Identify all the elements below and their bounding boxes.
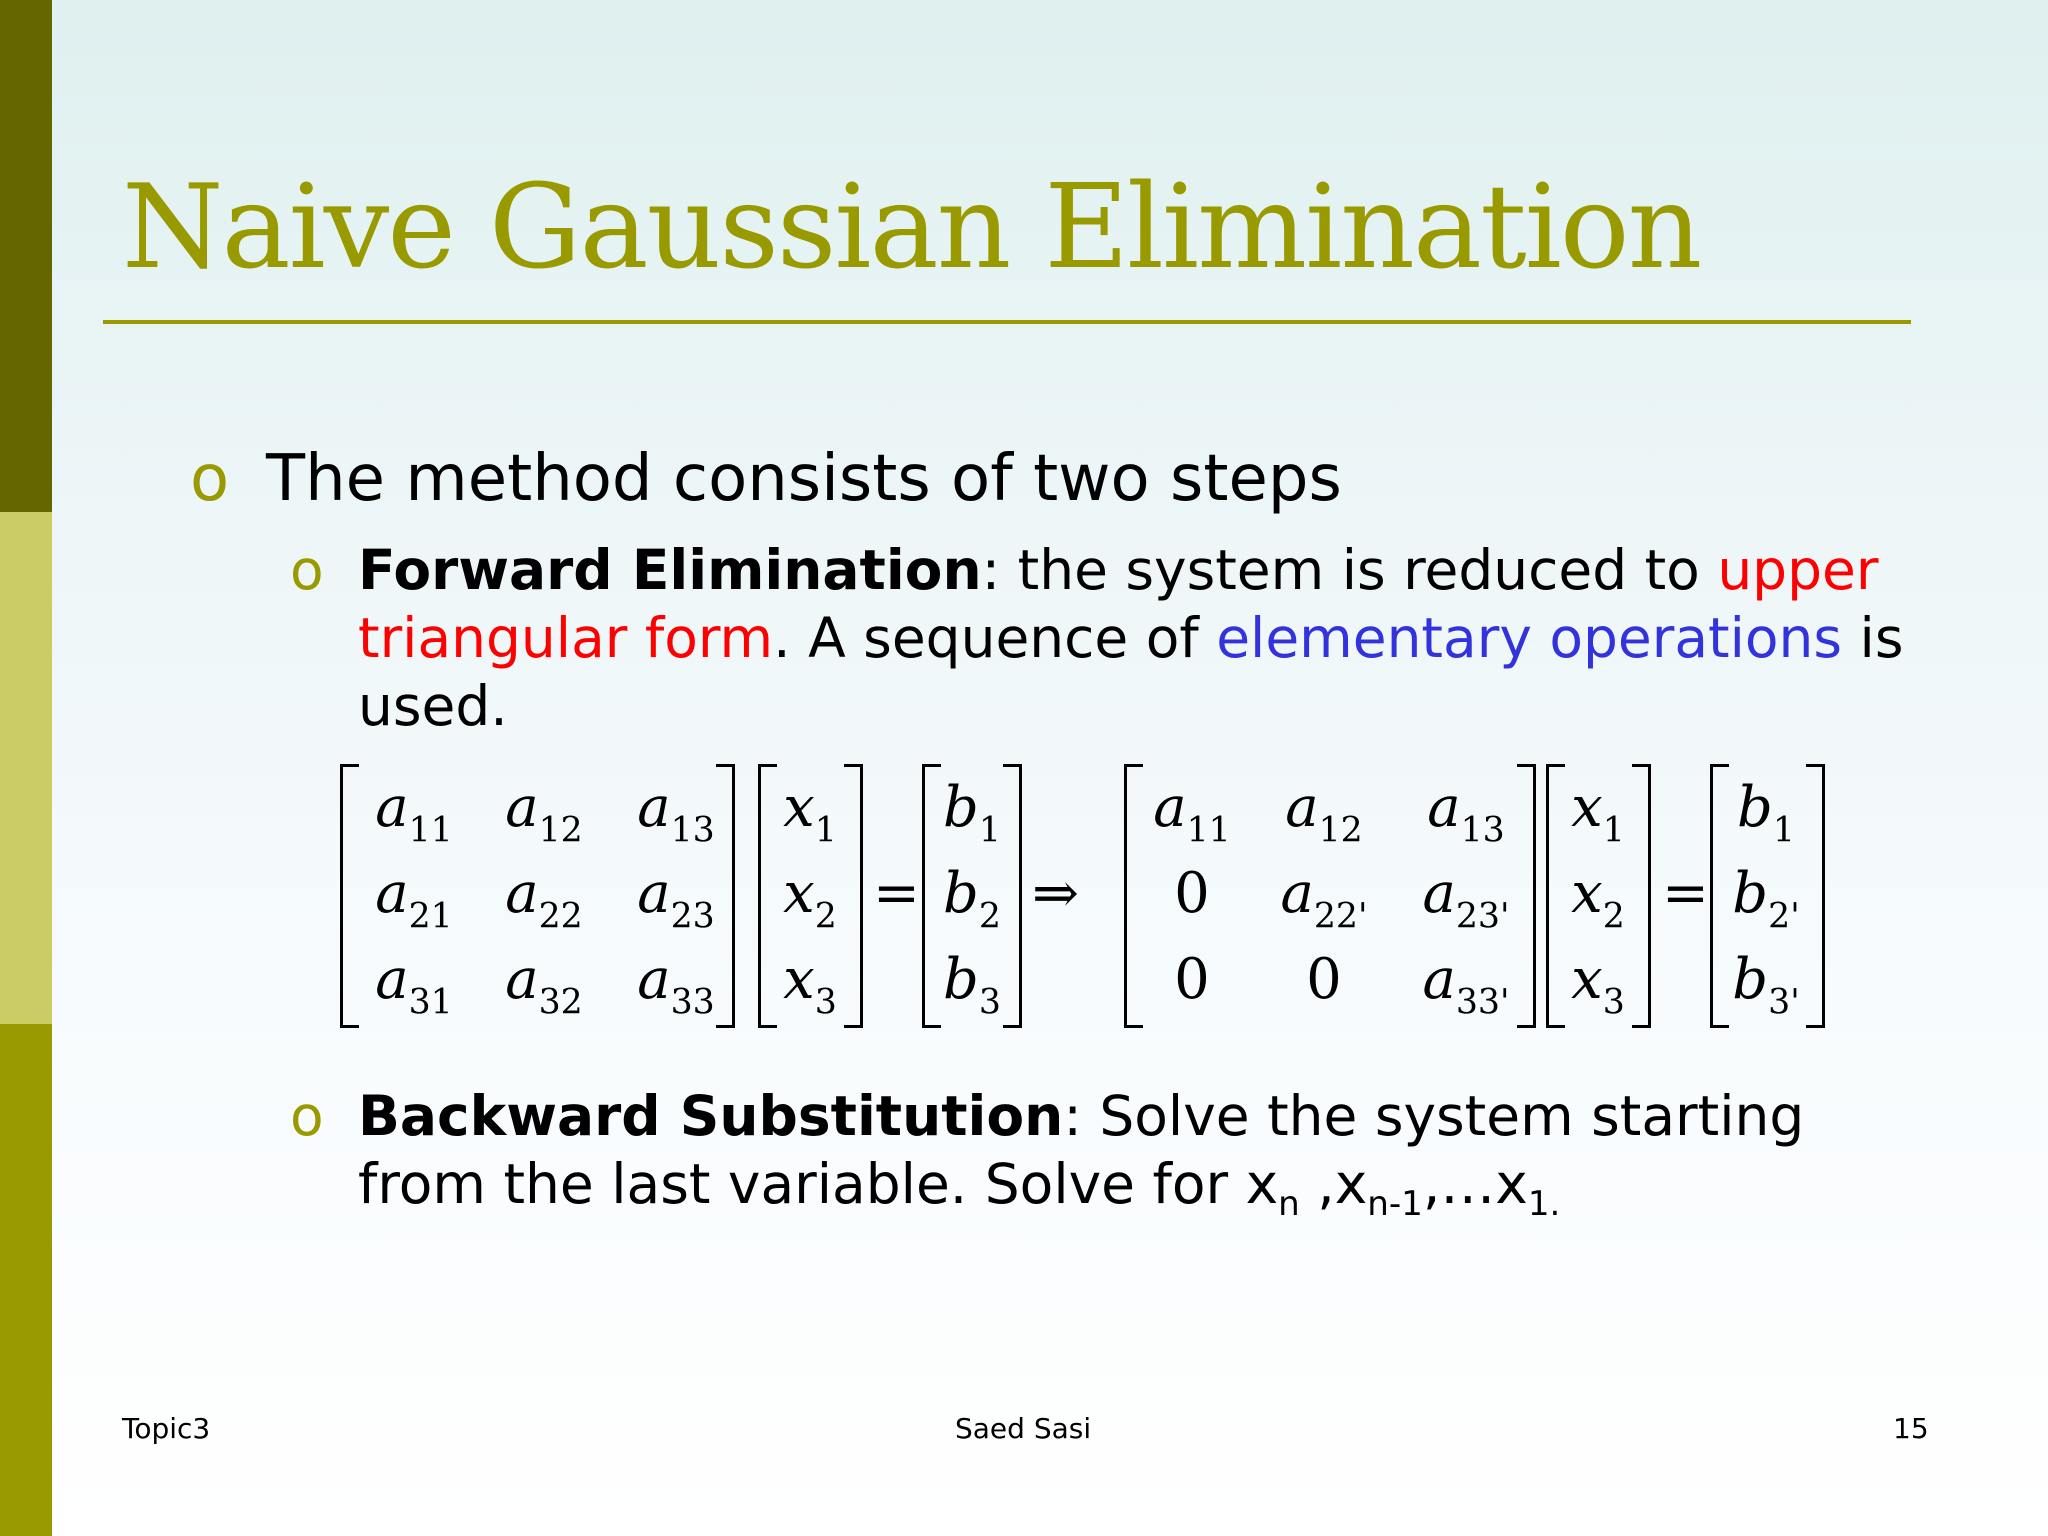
footer-author: Saed Sasi	[955, 1412, 1092, 1445]
matrix-equation	[340, 764, 1830, 1026]
forward-colon: :	[981, 538, 1001, 602]
bullet-marker: o	[290, 538, 324, 602]
backward-sub-n-1: n-1	[1367, 1183, 1423, 1224]
side-bar-middle	[0, 512, 52, 1024]
lhs-x-vector: $x_1$ $x_2$ $x_3$	[758, 764, 863, 1026]
forward-text3: is used.	[358, 606, 1904, 738]
forward-term: Forward Elimination	[358, 538, 982, 602]
backward-text2: ,x	[1299, 1152, 1368, 1216]
bullet-forward-elimination	[290, 536, 1934, 740]
bullet-main-text: The method consists of two steps	[266, 442, 1342, 516]
backward-term: Backward Substitution	[358, 1084, 1064, 1148]
footer-page-number: 15	[1893, 1412, 1929, 1445]
implies-arrow: ⇒	[1032, 861, 1079, 926]
bullet-marker: o	[290, 1084, 324, 1148]
backward-substitution-text	[358, 1082, 1934, 1224]
backward-text1: : Solve the system starting from the last variable. Solve for x	[358, 1084, 1805, 1216]
rhs-x-vector: $x_1$ $x_2$ $x_3$	[1546, 764, 1651, 1026]
side-bar-top	[0, 0, 52, 512]
title-underline	[103, 320, 1911, 324]
equals-sign-2: =	[1662, 861, 1709, 926]
rhs-upper-triangular-matrix: $a_{11}$ $a_{12}$ $a_{13}$ 0 $a_{22'}$ $a_{23'}$ 0 0 $a_{33'}$	[1124, 764, 1536, 1026]
bullet-backward-substitution	[290, 1082, 1934, 1224]
side-bar-bottom	[0, 1024, 52, 1536]
bullet-marker: o	[190, 442, 230, 516]
forward-text2: . A sequence of	[773, 606, 1217, 670]
forward-text1: the system is reduced to	[1000, 538, 1718, 602]
bullet-main	[190, 442, 1342, 516]
elementary-operations-highlight: elementary operations	[1216, 606, 1843, 670]
slide-title: Naive Gaussian Elimination	[122, 160, 1701, 295]
rhs-b-vector: $b_1$ $b_{2'}$ $b_{3'}$	[1710, 764, 1825, 1026]
backward-sub-1: 1.	[1527, 1183, 1561, 1224]
equals-sign: =	[873, 861, 920, 926]
footer-topic: Topic3	[122, 1412, 211, 1445]
lhs-b-vector: $b_1$ $b_2$ $b_3$	[922, 764, 1022, 1026]
upper-triangular-highlight: upper triangular form	[358, 538, 1879, 670]
forward-elimination-text	[358, 536, 1934, 740]
lhs-coefficient-matrix: $a_{11}$ $a_{12}$ $a_{13}$ $a_{21}$ $a_{22}$ $a_{23}$ $a_{31}$ $a_{32}$ $a_{33}$	[340, 764, 735, 1026]
backward-text3: ,…x	[1422, 1152, 1528, 1216]
backward-sub-n: n	[1278, 1183, 1300, 1224]
